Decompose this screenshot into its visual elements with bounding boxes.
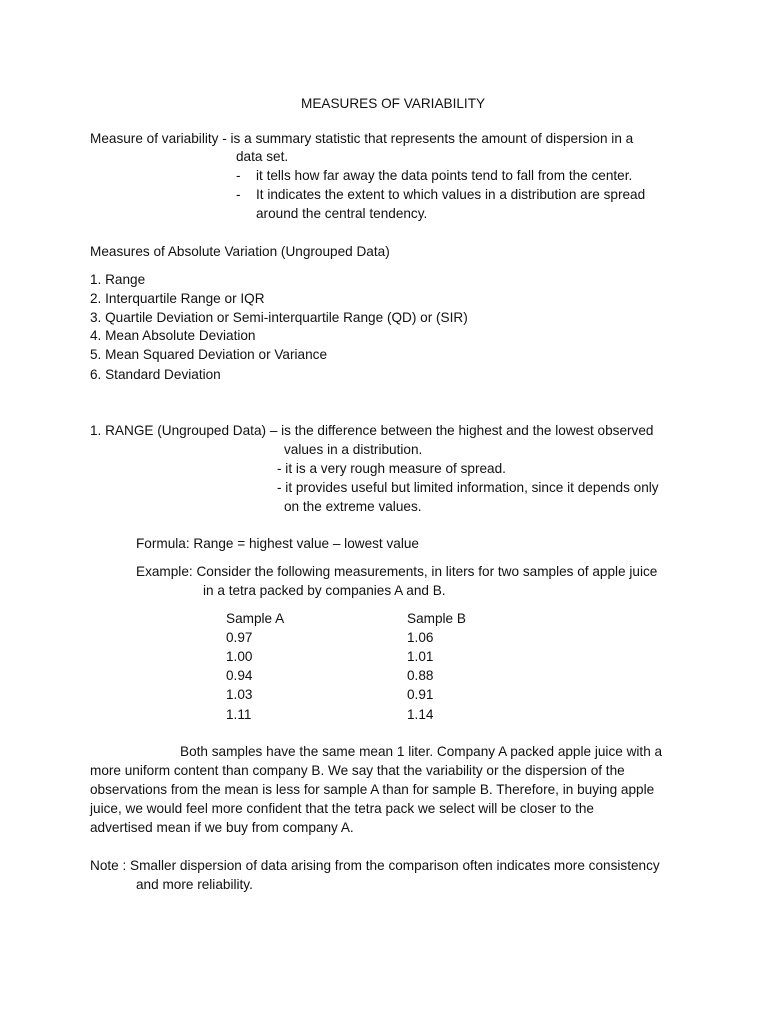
list-item: 4. Mean Absolute Deviation — [90, 328, 256, 343]
range-definition-line-2: values in a distribution. — [284, 442, 423, 457]
bullet-dash-1: - — [236, 168, 241, 183]
paragraph-line-3: observations from the mean is less for sample A than for sample B. Therefore, in buying apple — [90, 782, 655, 797]
table-cell: 1.14 — [407, 707, 434, 722]
definition-bullet-2-line-2: around the central tendency. — [256, 206, 428, 221]
table-header-sample-b: Sample B — [407, 611, 466, 626]
table-cell: 0.94 — [226, 668, 253, 683]
list-item: 1. Range — [90, 272, 146, 287]
table-cell: 1.03 — [226, 687, 253, 702]
bullet-dash-2: - — [236, 187, 241, 202]
range-definition-line-1: 1. RANGE (Ungrouped Data) – is the difference between the highest and the lowest observed — [90, 423, 654, 438]
paragraph-line-5: advertised mean if we buy from company A. — [90, 820, 354, 835]
table-cell: 0.91 — [407, 687, 434, 702]
example-line-2: in a tetra packed by companies A and B. — [203, 583, 446, 598]
table-cell: 1.01 — [407, 649, 434, 664]
paragraph-line-4: juice, we would feel more confident that the tetra pack we select will be closer to the — [90, 801, 594, 816]
list-item: 6. Standard Deviation — [90, 367, 221, 382]
paragraph-line-2: more uniform content than company B. We say that the variability or the dispersion of the — [90, 763, 625, 778]
page-title: MEASURES OF VARIABILITY — [301, 96, 486, 111]
range-note-2-line-1: - it provides useful but limited information, since it depends only — [277, 480, 659, 495]
table-cell: 1.06 — [407, 630, 434, 645]
definition-line-2: data set. — [236, 149, 289, 164]
paragraph-line-1: Both samples have the same mean 1 liter. Company A packed apple juice with a — [180, 744, 663, 759]
table-header-sample-a: Sample A — [226, 611, 285, 626]
definition-bullet-2-line-1: It indicates the extent to which values in a distribution are spread — [256, 187, 646, 202]
definition-bullet-1: it tells how far away the data points tend to fall from the center. — [256, 168, 633, 183]
list-item: 3. Quartile Deviation or Semi-interquartile Range (QD) or (SIR) — [90, 310, 468, 325]
list-item: 5. Mean Squared Deviation or Variance — [90, 347, 328, 362]
table-cell: 0.88 — [407, 668, 434, 683]
list-item: 2. Interquartile Range or IQR — [90, 291, 265, 306]
note-line-2: and more reliability. — [136, 877, 253, 892]
section-heading: Measures of Absolute Variation (Ungrouped Data) — [90, 244, 390, 259]
table-cell: 1.11 — [226, 707, 252, 722]
table-cell: 0.97 — [226, 630, 253, 645]
range-note-2-line-2: on the extreme values. — [284, 499, 422, 514]
note-line-1: Note : Smaller dispersion of data arising from the comparison often indicates more consistency — [90, 858, 660, 873]
range-formula: Formula: Range = highest value – lowest value — [136, 536, 419, 551]
example-line-1: Example: Consider the following measurements, in liters for two samples of apple juice — [136, 564, 658, 579]
range-note-1: - it is a very rough measure of spread. — [277, 461, 506, 476]
table-cell: 1.00 — [226, 649, 253, 664]
definition-line-1: Measure of variability - is a summary statistic that represents the amount of dispersion in a — [90, 131, 634, 146]
